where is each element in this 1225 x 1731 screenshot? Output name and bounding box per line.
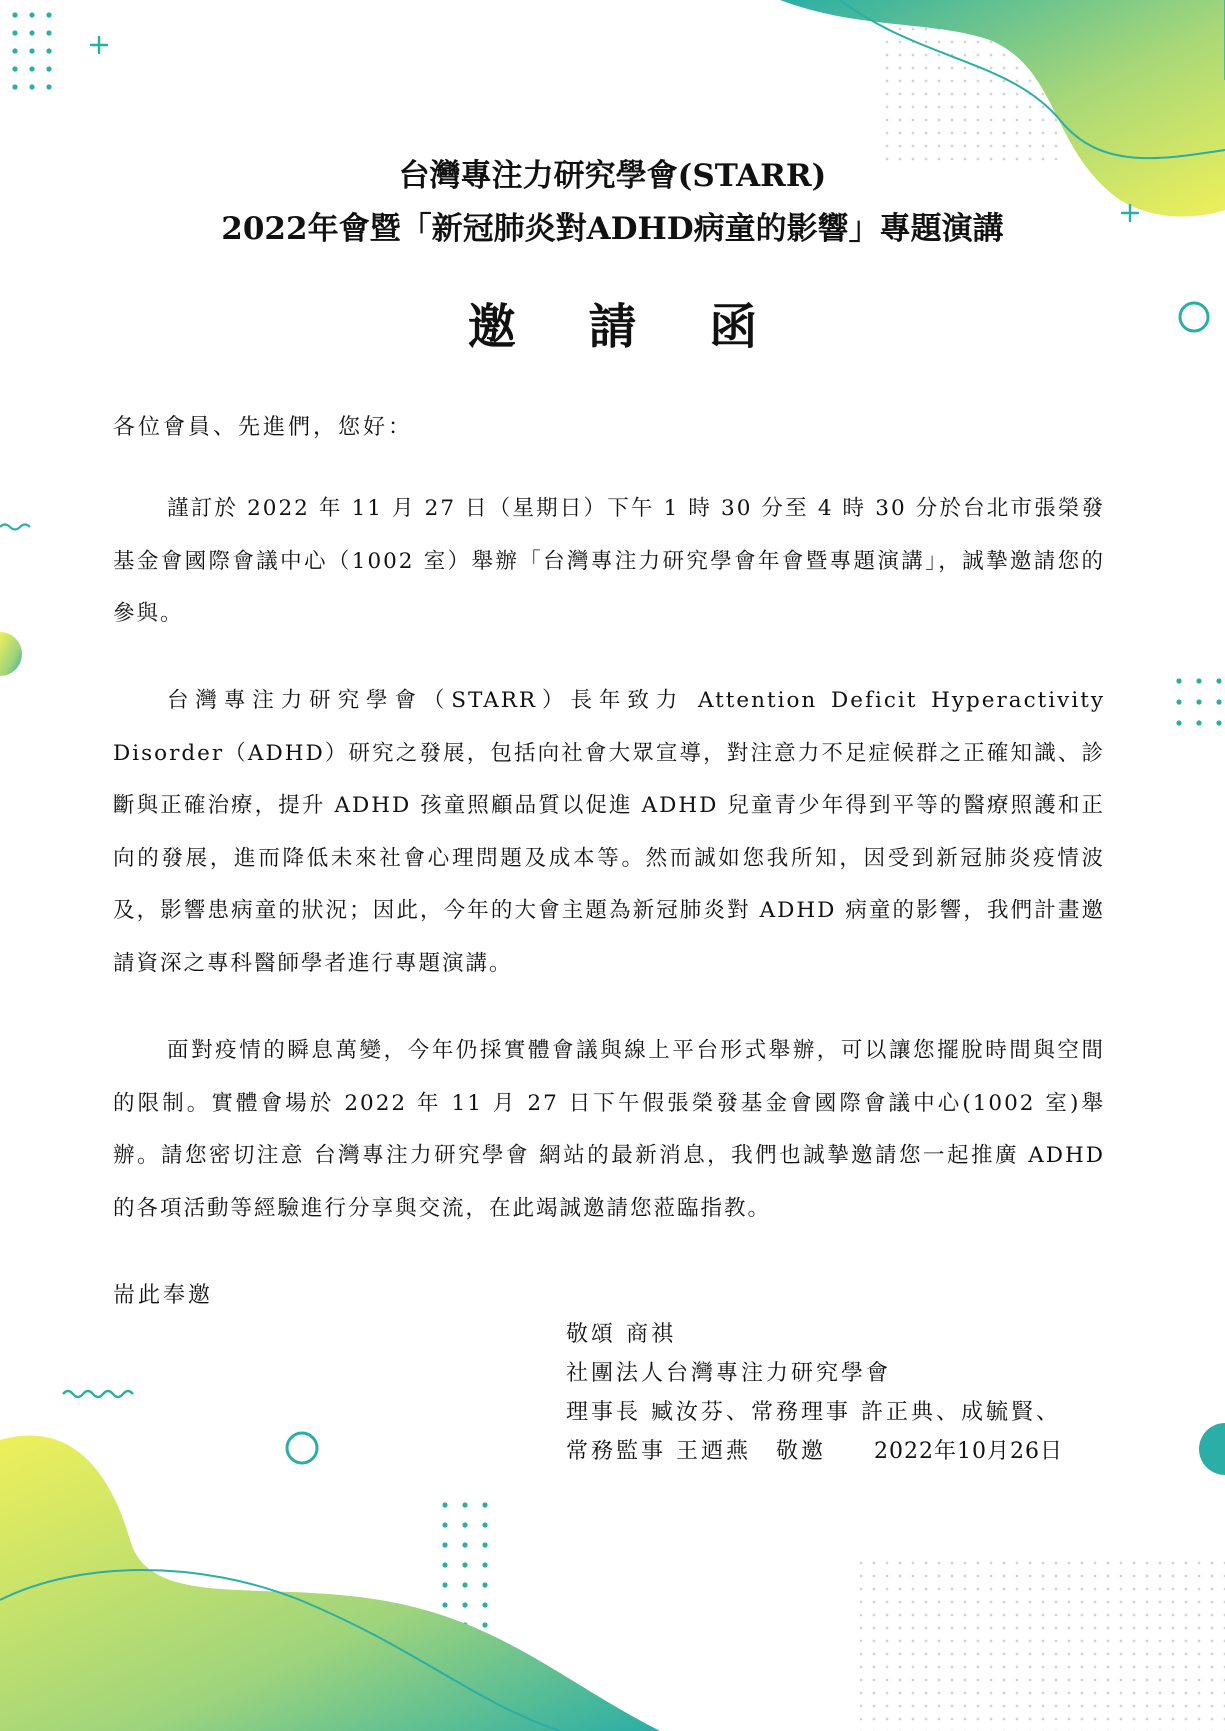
right-dot-grid: [1176, 678, 1221, 725]
signature-date: 2022年10月26日: [874, 1439, 1063, 1464]
bottom-left-squiggle: [63, 1391, 133, 1397]
header-title-line2: 2022年會暨「新冠肺炎對ADHD病童的影響」專題演講: [221, 211, 1004, 247]
signature-greeting: 敬頌 商祺: [566, 1322, 676, 1347]
bottom-left-wave-shape: [0, 1436, 660, 1731]
paragraph-2: 台灣專注力研究學會（STARR）長年致力 Attention Deficit Hyperactivity Disorder（ADHD）研究之發展，包括向社會大眾宣導，對注意力不足症候群之正確知識、診斷與正確治療，提升 ADHD 孩童照顧品質以促進 ADHD 兒童青少年得到平等的醫療照護和正向的發展，進而降低未來社會心理問題及成本等。然而誠如您我所知，因受到新冠肺炎疫情波及，影響患病童的狀況；因此，今年的大會主題為新冠肺炎對 ADHD 病童的影響，我們計畫邀請資深之專科醫師學者進行專題演講。: [113, 688, 1105, 976]
invitation-title: 邀 請 函: [467, 299, 786, 355]
paragraph-1: 謹訂於 2022 年 11 月 27 日（星期日）下午 1 時 30 分至 4 時 30 分於台北市張榮發基金會國際會議中心（1002 室）舉辦「台灣專注力研究學會年會暨專題演講」，誠摯邀請您的參與。: [113, 496, 1105, 626]
signature-officers: 理事長 臧汝芬、常務理事 許正典、成毓賢、: [566, 1400, 1061, 1425]
left-half-circle: [0, 632, 22, 676]
top-left-dot-grid: [12, 12, 51, 89]
bottom-right-gray-dots: [860, 1555, 1225, 1731]
signature-supervisor-line: [566, 1434, 1063, 1465]
header-title-line1: 台灣專注力研究學會(STARR): [398, 158, 827, 194]
right-half-circle: [1199, 1423, 1225, 1475]
left-squiggle: [0, 525, 30, 530]
signature-organization: 社團法人台灣專注力研究學會: [566, 1361, 892, 1386]
closing-phrase: 耑此奉邀: [113, 1283, 214, 1308]
signature-supervisor: 常務監事 王迺燕 敬邀: [566, 1439, 826, 1464]
paragraph-3: 面對疫情的瞬息萬變，今年仍採實體會議與線上平台形式舉辦，可以讓您擺脫時間與空間的限制。實體會場於 2022 年 11 月 27 日下午假張榮發基金會國際會議中心(1002 室)舉辦。請您密切注意 台灣專注力研究學會 網站的最新消息，我們也誠摯邀請您一起推廣 ADHD 的各項活動等經驗進行分享與交流，在此竭誠邀請您蒞臨指教。: [113, 1038, 1105, 1221]
greeting: 各位會員、先進們，您好：: [113, 415, 414, 440]
